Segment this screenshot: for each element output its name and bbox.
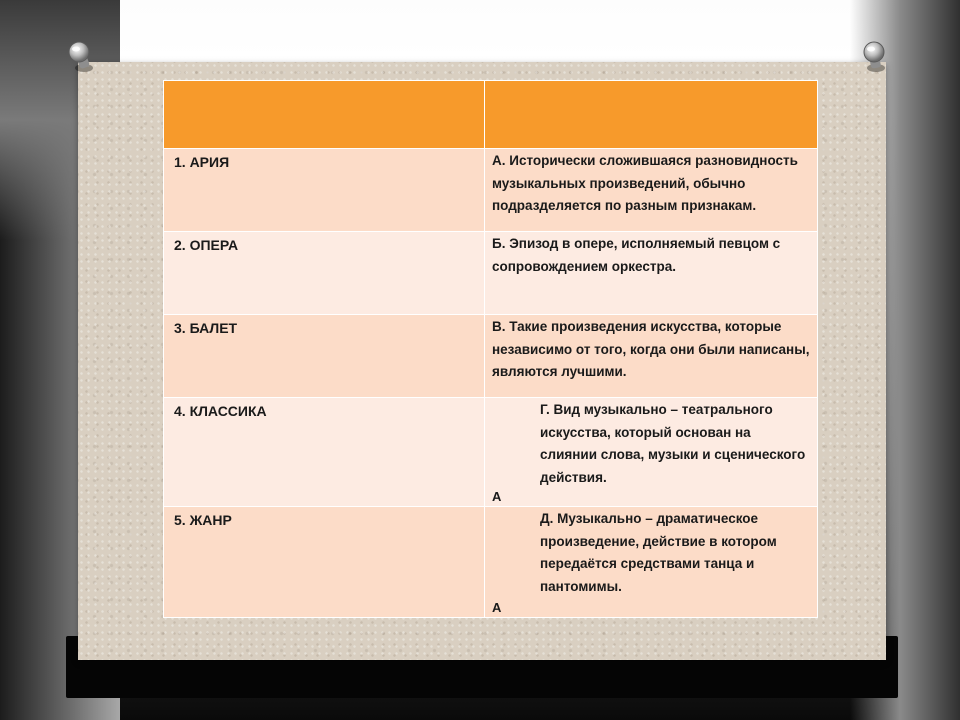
pushpin-icon [858, 40, 892, 74]
term-text: 4. КЛАССИКА [174, 403, 267, 419]
definition-text: В. Такие произведения искусства, которые независимо от того, когда они были написаны, являются лучшими. [492, 319, 810, 379]
definition-text: А. Исторически сложившаяся разновидность музыкальных произведений, обычно подразделяется по разным признакам. [492, 153, 798, 213]
definition-cell [485, 232, 818, 315]
term-cell [164, 507, 485, 618]
term-cell [164, 149, 485, 232]
definition-cell [485, 398, 818, 507]
term-text: 1. АРИЯ [174, 154, 230, 170]
term-text: 2. ОПЕРА [174, 237, 239, 253]
table-row [164, 398, 818, 507]
pushpin-icon [64, 40, 98, 74]
table-row [164, 232, 818, 315]
table-header-cell [164, 81, 485, 149]
term-cell [164, 232, 485, 315]
stray-letter: А [492, 600, 502, 615]
matching-table [163, 80, 818, 618]
term-text: 5. ЖАНР [174, 512, 232, 528]
definition-cell [485, 315, 818, 398]
table-header-row [164, 81, 818, 149]
term-cell [164, 398, 485, 507]
definition-text: Д. Музыкально – драматическое произведение, действие в котором передаётся средствами танца и пантомимы. [540, 511, 777, 594]
term-text: 3. БАЛЕТ [174, 320, 238, 336]
table-row [164, 507, 818, 618]
definition-text: Б. Эпизод в опере, исполняемый певцом с сопровождением оркестра. [492, 236, 781, 274]
table-row [164, 149, 818, 232]
definition-cell [485, 507, 818, 618]
definition-cell [485, 149, 818, 232]
stray-letter: А [492, 489, 502, 504]
definition-text: Г. Вид музыкально – театрального искусства, который основан на слиянии слова, музыки и сценического действия. [540, 402, 806, 485]
table-header-cell [485, 81, 818, 149]
term-cell [164, 315, 485, 398]
table-row [164, 315, 818, 398]
